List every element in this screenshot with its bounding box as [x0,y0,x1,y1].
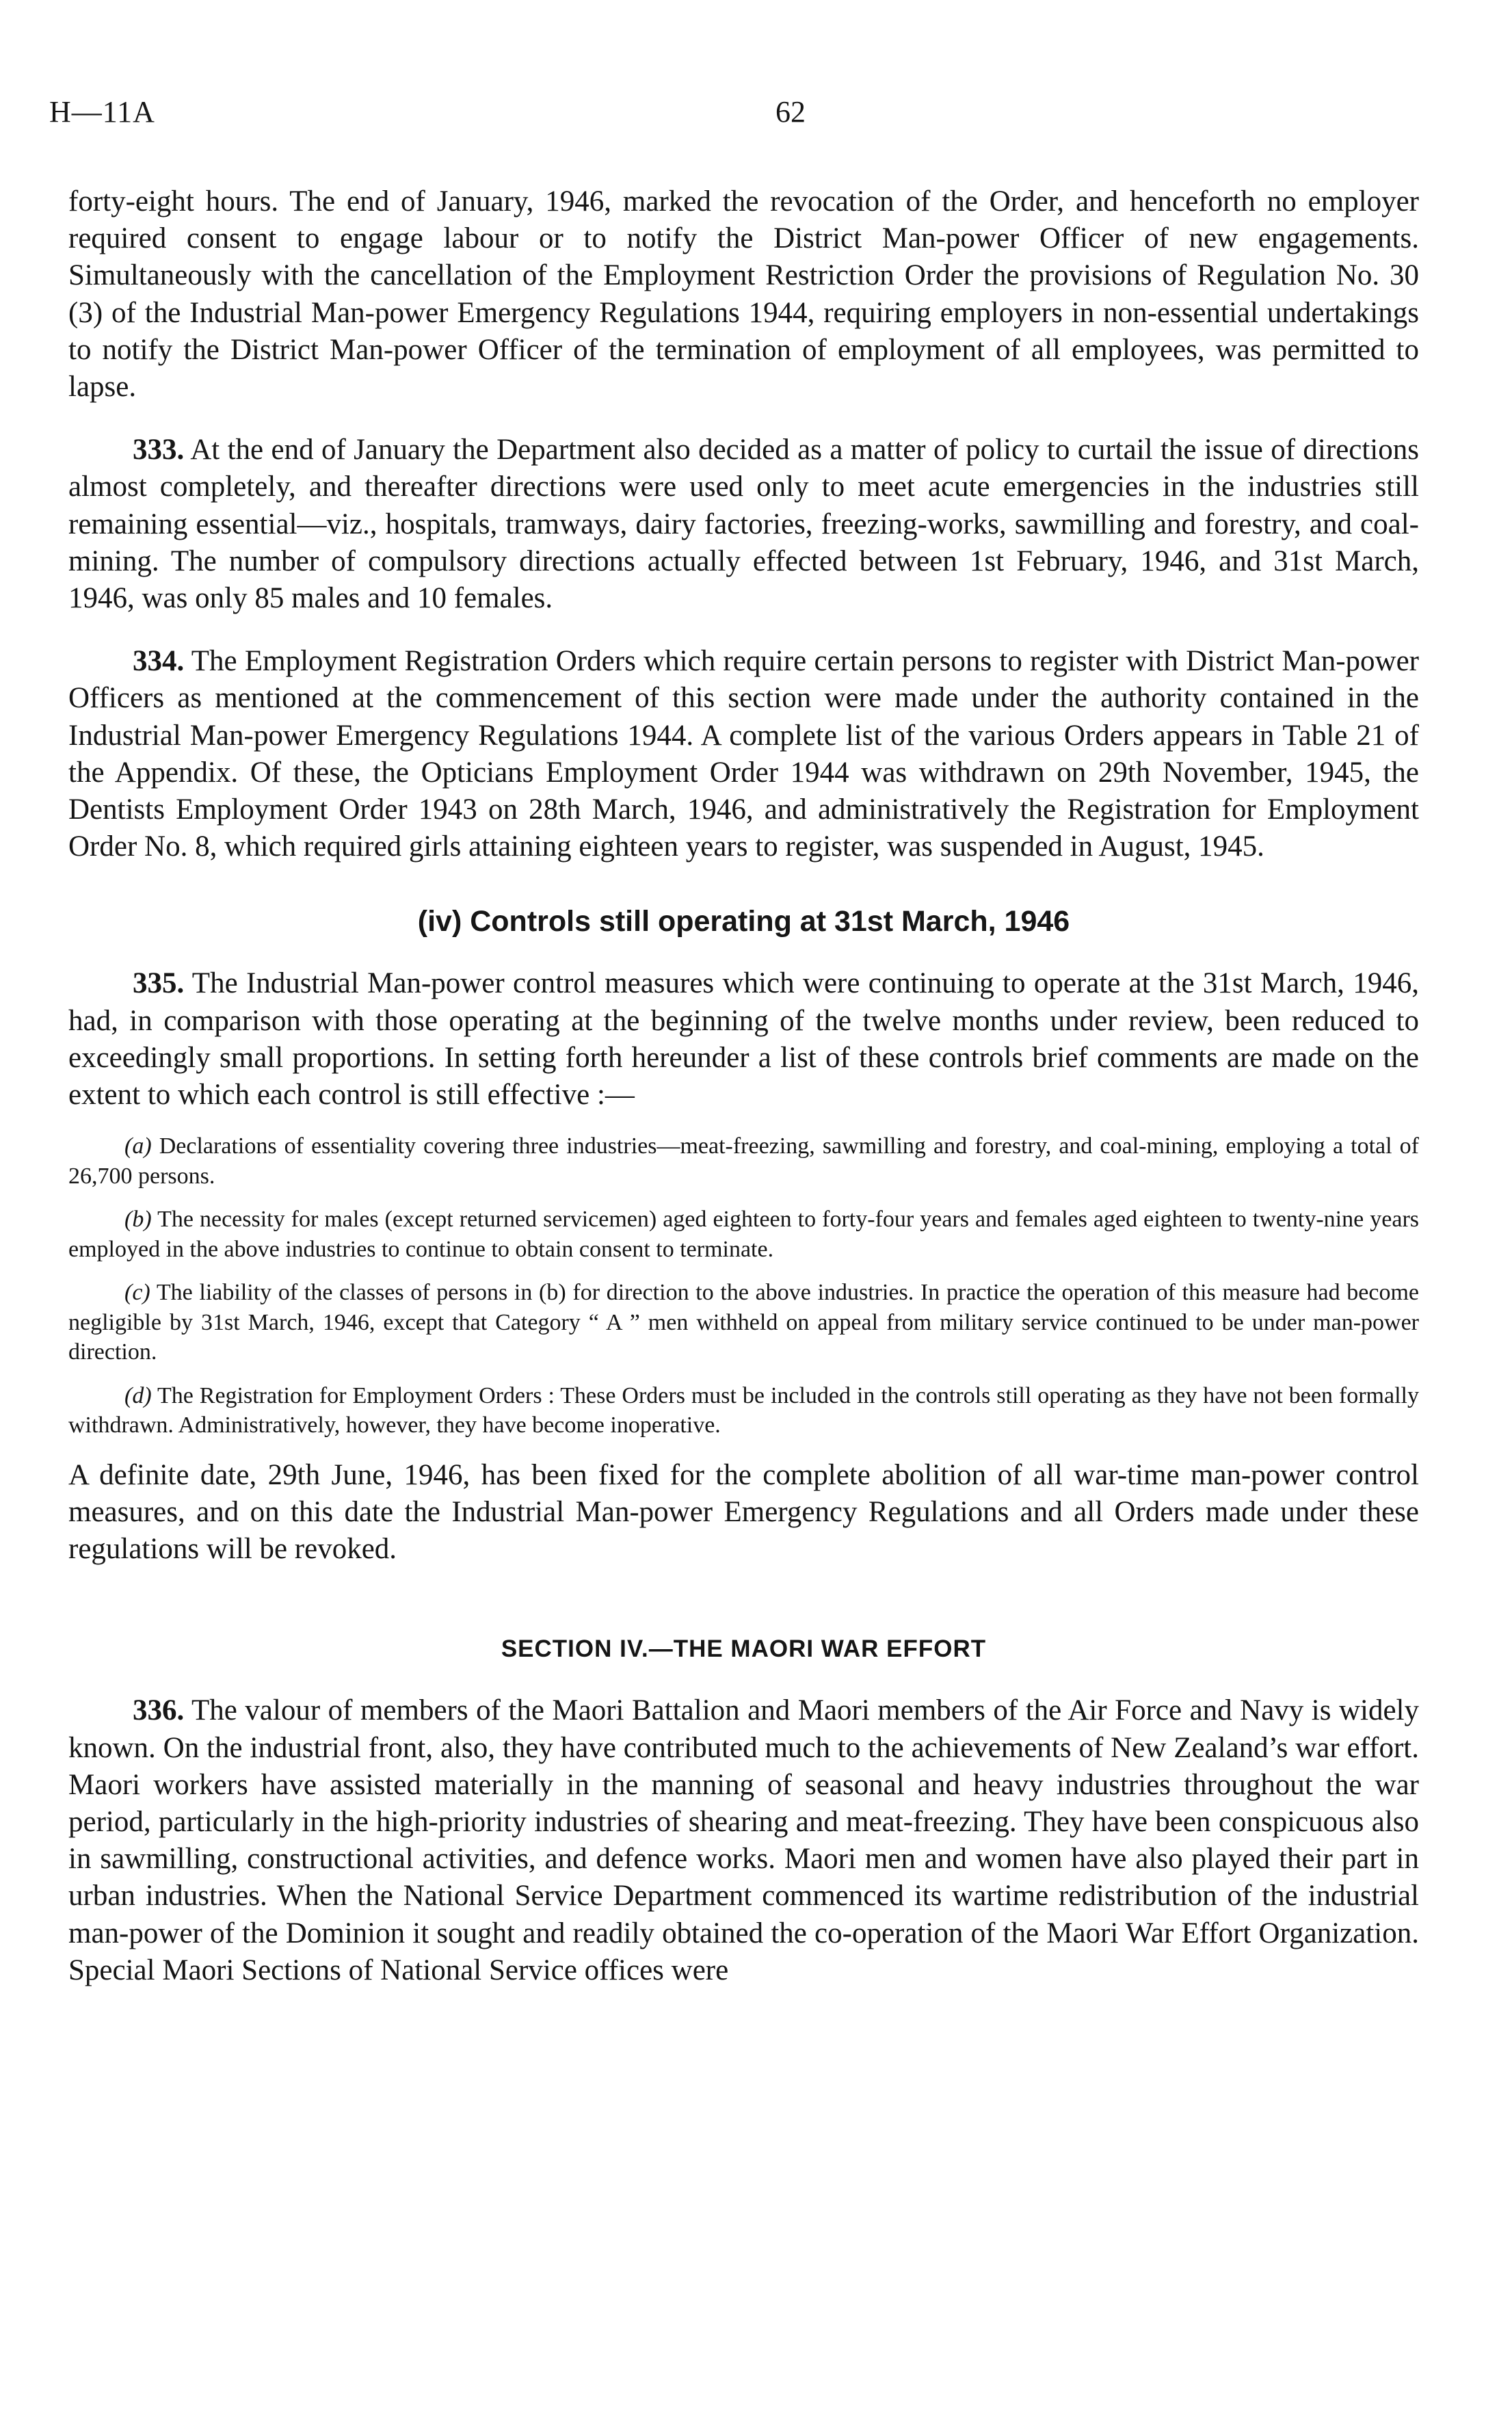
section-heading: SECTION IV.—THE MAORI WAR EFFORT [501,1635,987,1663]
running-header [49,94,1417,135]
sub-item-letter: (a) [124,1133,152,1159]
paragraph-text: The Industrial Man-power control measures which were continuing to operate at the 31st March, 1946, had, in comparison with those operating at the beginning of the twelve months under review, been reduced to exceedingly small proportions. In setting forth hereunder a list of these controls brief comments are made on the extent to which each control is still effective :— [68,967,1419,1112]
sub-item-d [68,1381,1419,1441]
paragraph-text: The Employment Registration Orders which require certain persons to register with District Man-power Officers as mentioned at the commencement of this section were made under the authority contained in the Industrial Man-power Emergency Regulations 1944. A complete list of the various Orders appears in Table 21 of the Appendix. Of these, the Opticians Employment Order 1944 was withdrawn on 29th November, 1945, the Dentists Employment Order 1943 on 28th March, 1946, and administratively the Registration for Employment Order No. 8, which required girls attaining eighteen years to register, was suspended in August, 1945. [68,645,1419,863]
paragraph-334 [68,643,1419,865]
paragraph-abolition-date [68,1457,1419,1568]
sub-item-letter: (c) [124,1280,150,1306]
paragraph-text: A definite date, 29th June, 1946, has been fixed for the complete abolition of all war-time man-power control measures, and on this date the Industrial Man-power Emergency Regulations and all Orders made under these regulations will be revoked. [68,1458,1419,1566]
page-number: 62 [775,95,806,129]
paragraph-number: 335. [133,967,185,1000]
paragraph-text: The valour of members of the Maori Battalion and Maori members of the Air Force and Navy is widely known. On the industrial front, also, they have contributed much to the achievements of New Zealand’s war effort. Maori workers have assisted materially in the manning of seasonal and heavy industries throughout the war period, particularly in the high-priority industries of shearing and meat-freezing. They have been conspicuous also in sawmilling, constructional activities, and defence works. Maori men and women have also played their part in urban industries. When the National Service Department commenced its wartime redistribution of the industrial man-power of the Dominion it sought and readily obtained the co-operation of the Maori War Effort Organization. Special Maori Sections of National Service offices were [68,1694,1419,1986]
paragraph-335 [68,965,1419,1114]
sub-item-text: The Registration for Employment Orders : These Orders must be included in the controls still operating as they have not been formally withdrawn. Administratively, however, they have become inoperative. [68,1382,1419,1438]
sub-item-text: Declarations of essentiality covering three industries—meat-freezing, sawmilling and forestry, and coal-mining, employing a total of 26,700 persons. [68,1133,1419,1189]
page-body [68,183,1419,2015]
sub-item-a [68,1131,1419,1191]
paragraph-continued [68,183,1419,406]
sub-item-b [68,1205,1419,1264]
document-reference: H—11A [49,95,155,129]
sub-item-text: The necessity for males (except returned servicemen) aged eighteen to forty-four years and females aged eighteen to twenty-nine years employed in the above industries to continue to obtain consent to terminate. [68,1207,1419,1262]
sub-item-text: The liability of the classes of persons in (b) for direction to the above industries. In practice the operation of this measure had become negligible by 31st March, 1946, except that Category “ A ” men withheld on appeal from military service continued to be under man-power direction. [68,1280,1419,1365]
paragraph-number: 336. [133,1694,185,1727]
paragraph-number: 334. [133,645,185,678]
subheading: (iv) Controls still operating at 31st March, 1946 [417,905,1070,938]
paragraph-text: At the end of January the Department also decided as a matter of policy to curtail the issue of directions almost completely, and thereafter directions were used only to meet acute emergencies in the industries still remaining essential—viz., hospitals, tramways, dairy factories, freezing-works, sawmilling and forestry, and coal-mining. The number of compulsory directions actually effected between 1st February, 1946, and 31st March, 1946, was only 85 males and 10 females. [68,434,1419,615]
sub-item-c [68,1278,1419,1367]
sub-item-letter: (b) [124,1207,152,1233]
sub-item-letter: (d) [124,1382,152,1408]
paragraph-number: 333. [133,434,185,466]
paragraph-333 [68,432,1419,617]
paragraph-336 [68,1692,1419,1989]
paragraph-text: forty-eight hours. The end of January, 1946, marked the revocation of the Order, and henceforth no employer required consent to engage labour or to notify the District Man-power Officer of new engagements. Simultaneously with the cancellation of the Employment Restriction Order the provisions of Regulation No. 30 (3) of the Industrial Man-power Emergency Regulations 1944, requiring employers in non-essential undertakings to notify the District Man-power Officer of the termination of employment of all employees, was permitted to lapse. [68,185,1419,404]
